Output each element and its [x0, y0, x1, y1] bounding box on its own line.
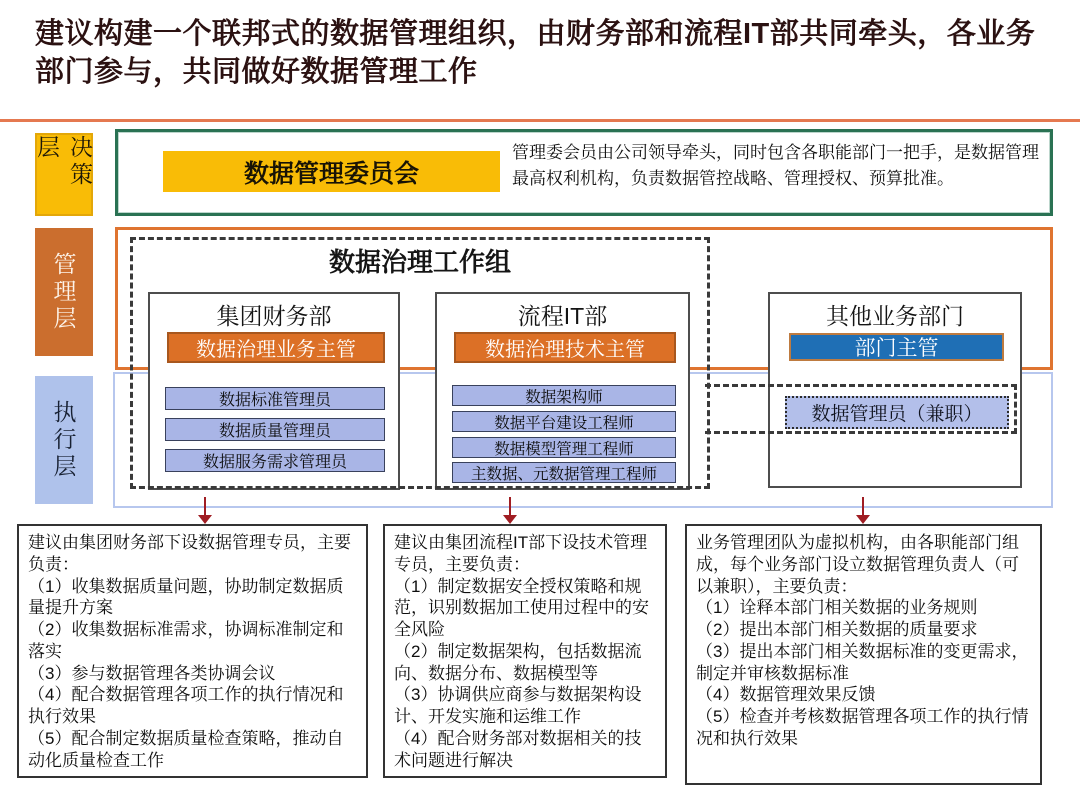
note-item: （5）配合制定数据质量检查策略，推动自动化质量检查工作	[28, 728, 344, 770]
note-intro: 建议由集团财务部下设数据管理专员，主要负责：	[28, 533, 351, 574]
member-item: 数据模型管理工程师	[452, 437, 676, 458]
note-item: （5）检查并考核数据管理各项工作的执行情况和执行效果	[696, 707, 1029, 748]
parttime-admin-badge: 数据管理员（兼职）	[785, 396, 1009, 429]
down-arrow	[503, 497, 517, 524]
member-item: 主数据、元数据管理工程师	[452, 462, 676, 483]
note-item: （4）配合财务部对数据相关的技术问题进行解决	[394, 728, 642, 770]
committee-box: 数据管理委员会	[163, 151, 500, 192]
member-item: 数据平台建设工程师	[452, 411, 676, 432]
member-item: 数据架构师	[452, 385, 676, 406]
note-intro: 建议由集团流程IT部下设技术管理专员，主要负责：	[394, 533, 648, 574]
note-item: （3）参与数据管理各类协调会议	[28, 663, 276, 683]
department-name: 流程IT部	[517, 303, 608, 329]
lead-badge: 部门主管	[789, 333, 1004, 361]
note-item: （1）诠释本部门相关数据的业务规则	[696, 598, 978, 618]
title-divider	[0, 119, 1080, 122]
note-item: （2）提出本部门相关数据的质量要求	[696, 620, 978, 639]
down-arrow	[198, 497, 212, 524]
member-item: 数据标准管理员	[165, 387, 385, 410]
note-item: （1）收集数据质量问题，协助制定数据质量提升方案	[28, 576, 344, 618]
lead-badge: 数据治理业务主管	[167, 332, 385, 363]
lead-badge: 数据治理技术主管	[454, 332, 676, 363]
note-item: （2）制定数据架构，包括数据流向、数据分布、数据模型等	[394, 641, 642, 683]
layer-label-decision: 决策层	[35, 133, 93, 216]
working-group-extension	[705, 384, 1017, 434]
page-title: 建议构建一个联邦式的数据管理组织，由财务部和流程IT部共同牵头，各业务部门参与，共同做好数据管理工作	[35, 18, 1036, 88]
member-item: 数据质量管理员	[165, 418, 385, 441]
committee-description: 管理委会员由公司领导牵头，同时包含各职能部门一把手，是数据管理最高权利机构，负责数据管控战略、管理授权、预算批准。	[512, 143, 1039, 188]
working-group-title: 数据治理工作组	[328, 247, 511, 277]
member-item: 数据服务需求管理员	[165, 449, 385, 472]
department-name: 其他业务部门	[826, 303, 964, 329]
layer-label-execution: 执行层	[35, 376, 93, 504]
note-card-finance	[17, 524, 368, 778]
note-item: （3）提出本部门相关数据标准的变更需求，制定并审核数据标准	[696, 641, 1029, 683]
down-arrow	[856, 497, 870, 524]
note-intro: 业务管理团队为虚拟机构，由各职能部门组成，每个业务部门设立数据管理负责人（可以兼职），主要负责：	[696, 533, 1019, 596]
note-item: （4）数据管理效果反馈	[696, 685, 876, 705]
note-item: （3）协调供应商参与数据架构设计、开发实施和运维工作	[394, 685, 642, 726]
note-item: （2）收集数据标准需求，协调标准制定和落实	[28, 620, 344, 661]
department-name: 集团财务部	[216, 303, 332, 329]
layer-label-management: 管理层	[35, 228, 93, 356]
note-item: （4）配合数据管理各项工作的执行情况和执行效果	[28, 685, 344, 726]
note-card-business	[685, 524, 1042, 785]
note-card-it	[383, 524, 667, 778]
note-item: （1）制定数据安全授权策略和规范，识别数据加工使用过程中的安全风险	[394, 576, 649, 639]
